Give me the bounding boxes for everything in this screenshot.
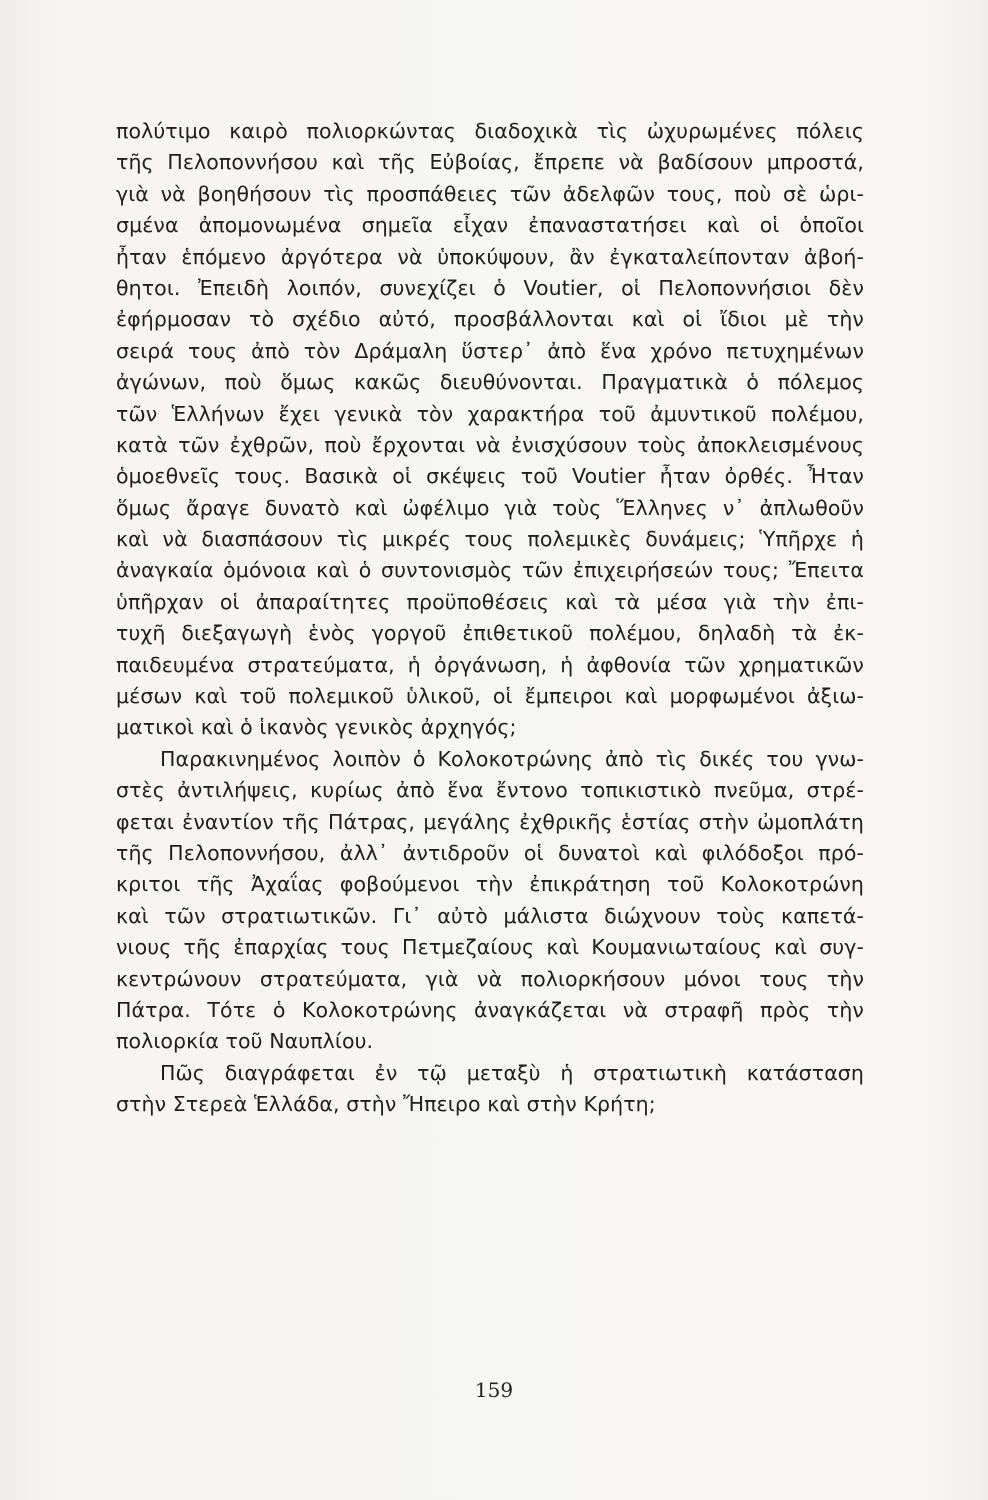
text-line: καὶ νὰ διασπάσουν τὶς μικρές τους πολεμικὲς δυνάμεις; Ὑπῆρχε ἡ (116, 527, 864, 552)
body-text (116, 116, 864, 1121)
text-line: γιὰ νὰ βοηθήσουν τὶς προσπάθειες τῶν ἀδελφῶν τους, ποὺ σὲ ὡρι- (116, 181, 864, 206)
text-line: σειρά τους ἀπὸ τὸν Δράμαλη ὕστερ᾽ ἀπὸ ἕνα χρόνο πετυχημένων (116, 338, 864, 363)
text-line: ὅμως ἄραγε δυνατὸ καὶ ὠφέλιμο γιὰ τοὺς Ἕλληνες ν᾽ ἀπλωθοῦν (116, 495, 864, 520)
text-line: ἦταν ἑπόμενο ἀργότερα νὰ ὑποκύψουν, ἂν ἐγκαταλείπονταν ἀβοή- (116, 244, 864, 269)
text-line: φεται ἐναντίον τῆς Πάτρας, μεγάλης ἐχθρικῆς ἑστίας στὴν ὠμοπλάτη (116, 809, 864, 834)
text-line: πολύτιμο καιρὸ πολιορκώντας διαδοχικὰ τὶς ὠχυρωμένες πόλεις (116, 119, 864, 143)
text-line: ἐφήρμοσαν τὸ σχέδιο αὐτό, προσβάλλονται καὶ οἱ ἴδιοι μὲ τὴν (116, 307, 864, 332)
text-line: Πῶς διαγράφεται ἐν τῷ μεταξὺ ἡ στρατιωτικὴ κατάσταση (160, 1060, 864, 1085)
text-line: νιους τῆς ἐπαρχίας τους Πετμεζαίους καὶ Κουμανιωταίους καὶ συγ- (116, 935, 864, 960)
text-line: στὲς ἀντιλήψεις, κυρίως ἀπὸ ἕνα ἔντονο τοπικιστικὸ πνεῦμα, στρέ- (116, 778, 864, 803)
text-line: κριτοι τῆς Ἀχαΐας φοβούμενοι τὴν ἐπικράτηση τοῦ Κολοκοτρώνη (116, 872, 864, 897)
text-line: μέσων καὶ τοῦ πολεμικοῦ ὑλικοῦ, οἱ ἔμπειροι καὶ μορφωμένοι ἀξιω- (116, 684, 864, 709)
text-line: ἀγώνων, ποὺ ὅμως κακῶς διευθύνονται. Πραγματικὰ ὁ πόλεμος (116, 370, 864, 395)
text-line: τῶν Ἑλλήνων ἔχει γενικὰ τὸν χαρακτήρα τοῦ ἀμυντικοῦ πολέμου, (116, 401, 864, 426)
page-number: 159 (474, 1378, 514, 1402)
text-line: κατὰ τῶν ἐχθρῶν, ποὺ ἔρχονται νὰ ἐνισχύσουν τοὺς ἀποκλεισμένους (116, 432, 864, 457)
text-line: τῆς Πελοποννήσου καὶ τῆς Εὐβοίας, ἔπρεπε νὰ βαδίσουν μπροστά, (116, 150, 864, 175)
text-line: τῆς Πελοποννήσου, ἀλλ᾽ ἀντιδροῦν οἱ δυνατοὶ καὶ φιλόδοξοι πρό- (116, 840, 864, 865)
text-line: Πάτρα. Τότε ὁ Κολοκοτρώνης ἀναγκάζεται νὰ στραφῆ πρὸς τὴν (116, 997, 864, 1022)
text-line: καὶ τῶν στρατιωτικῶν. Γι᾽ αὐτὸ μάλιστα διώχνουν τοὺς καπετά- (116, 903, 864, 928)
text-line: Παρακινημένος λοιπὸν ὁ Κολοκοτρώνης ἀπὸ τὶς δικές του γνω- (160, 746, 864, 771)
text-line: ἀναγκαία ὁμόνοια καὶ ὁ συντονισμὸς τῶν ἐπιχειρήσεών τους; Ἔπειτα (116, 558, 864, 583)
text-line: ὁμοεθνεῖς τους. Βασικὰ οἱ σκέψεις τοῦ Voutier ἦταν ὀρθές. Ἦταν (116, 464, 864, 489)
text-line: θητοι. Ἐπειδὴ λοιπόν, συνεχίζει ὁ Voutier, οἱ Πελοποννήσιοι δὲν (116, 275, 864, 300)
text-line: ὑπῆρχαν οἱ ἀπαραίτητες προϋποθέσεις καὶ τὰ μέσα γιὰ τὴν ἐπι- (116, 589, 864, 614)
text-line: ματικοὶ καὶ ὁ ἱκανὸς γενικὸς ἀρχηγός; (116, 715, 517, 740)
text-line: πολιορκία τοῦ Ναυπλίου. (116, 1029, 374, 1054)
text-line: παιδευμένα στρατεύματα, ἡ ὀργάνωση, ἡ ἀφθονία τῶν χρηματικῶν (116, 652, 864, 677)
text-line: στὴν Στερεὰ Ἑλλάδα, στὴν Ἤπειρο καὶ στὴν Κρήτη; (116, 1092, 656, 1117)
text-line: κεντρώνουν στρατεύματα, γιὰ νὰ πολιορκήσουν μόνοι τους τὴν (116, 966, 864, 991)
text-line: τυχῆ διεξαγωγὴ ἑνὸς γοργοῦ ἐπιθετικοῦ πολέμου, δηλαδὴ τὰ ἐκ- (116, 621, 864, 646)
text-line: σμένα ἀπομονωμένα σημεῖα εἶχαν ἐπαναστατήσει καὶ οἱ ὁποῖοι (116, 213, 864, 238)
